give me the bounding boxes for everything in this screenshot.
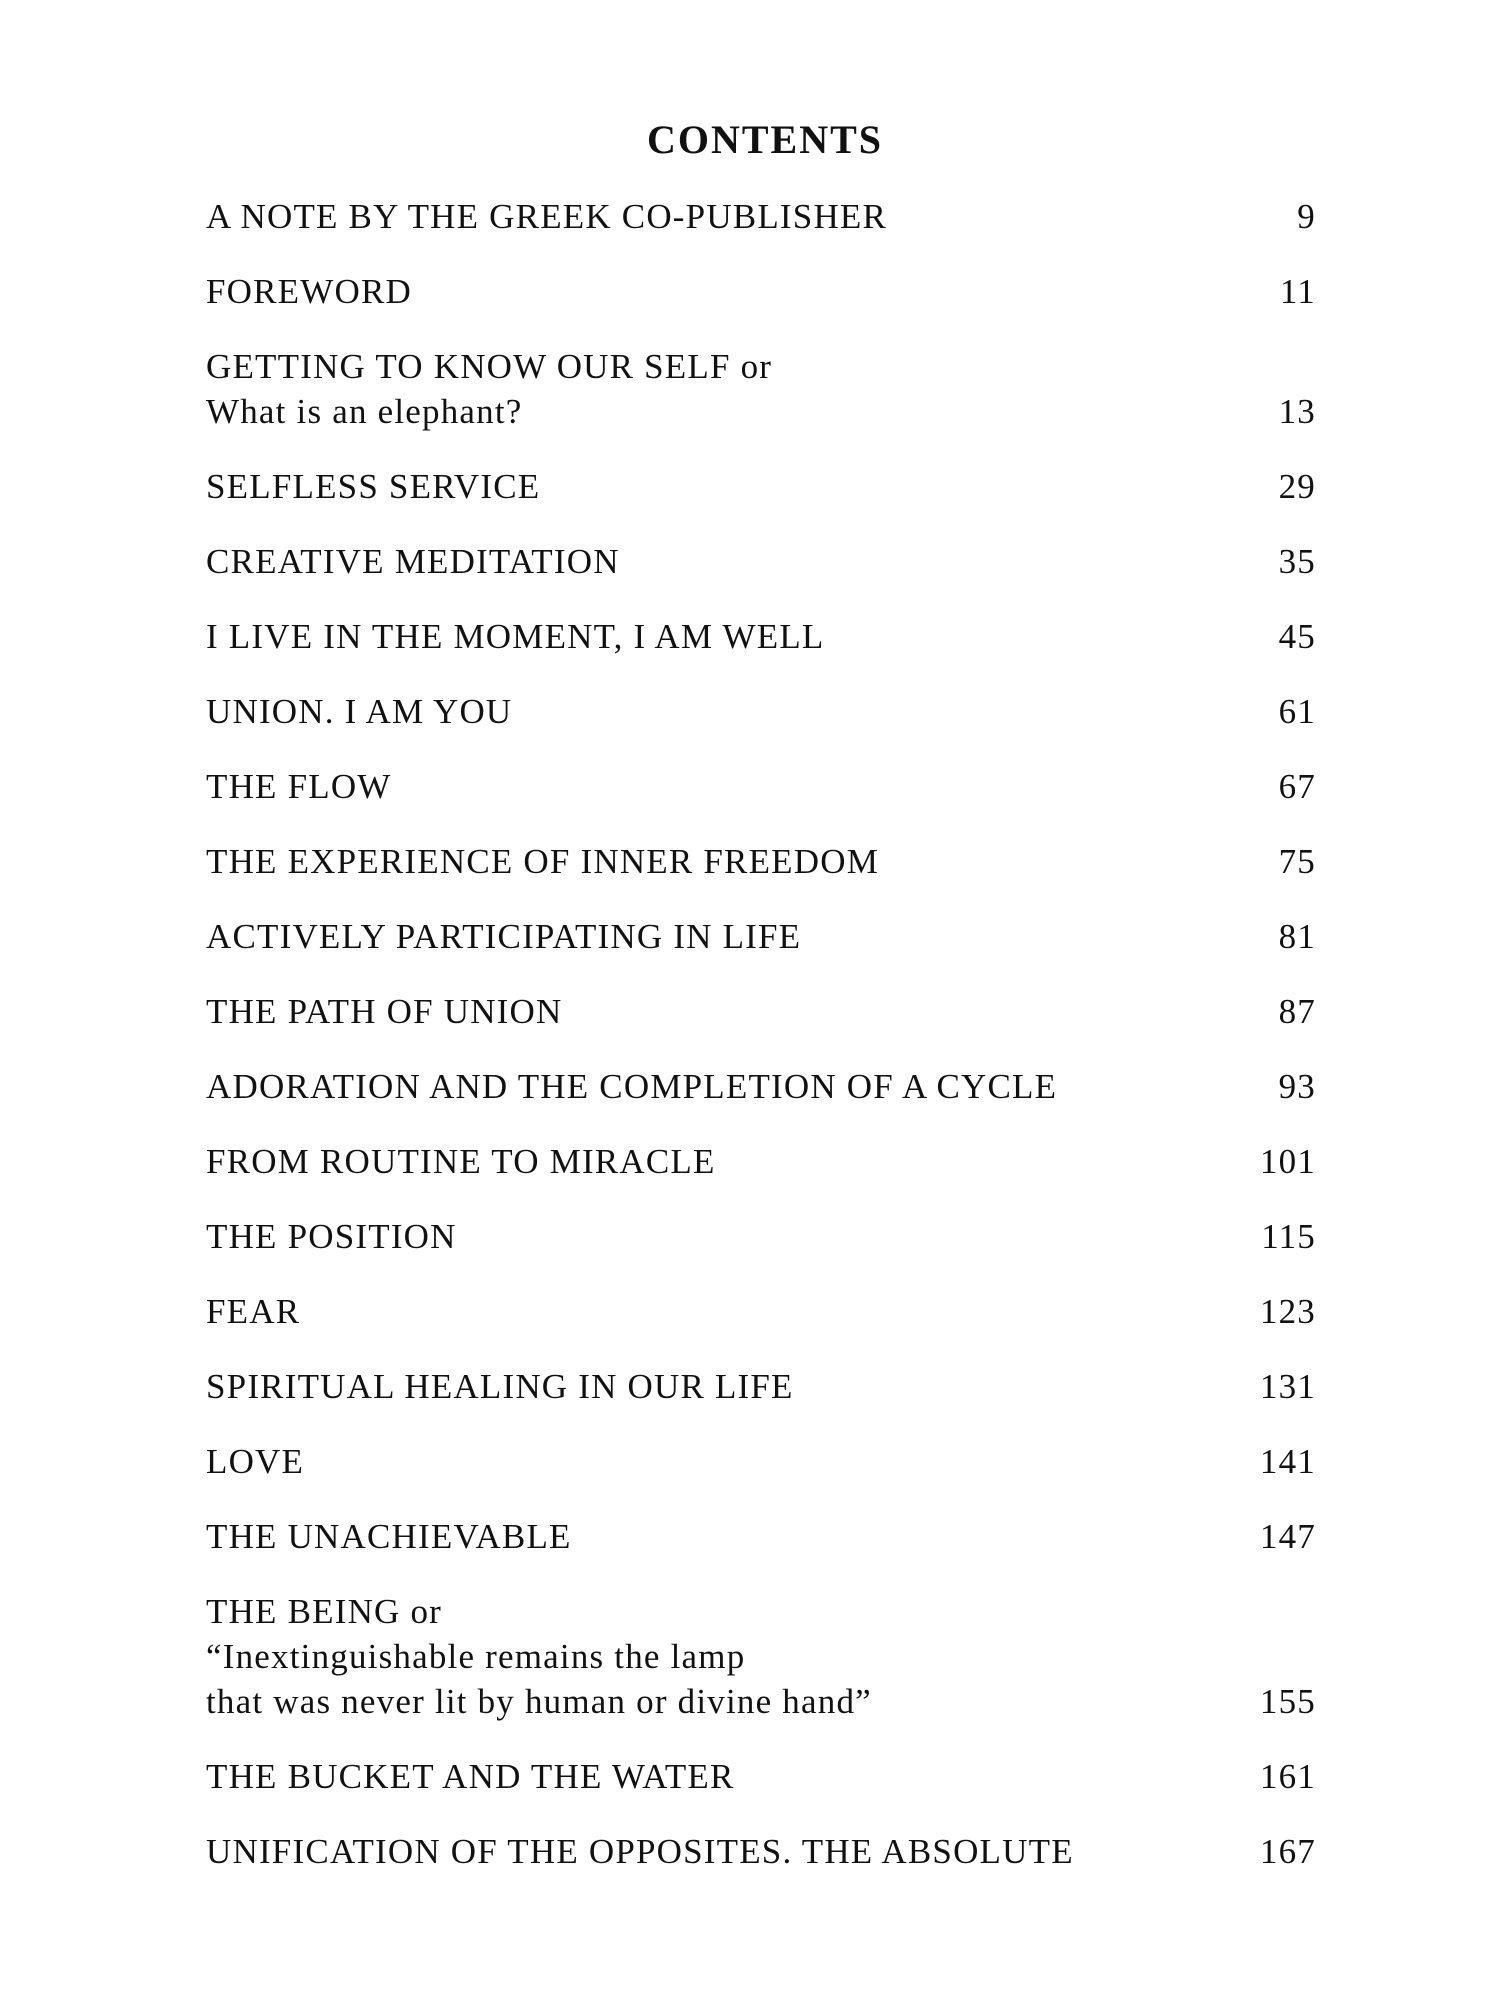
entry-title bbox=[206, 614, 825, 659]
entry-page-number: 147 bbox=[1259, 1517, 1316, 1556]
entry-title bbox=[206, 1754, 735, 1799]
entry-subtitle-line: “Inextinguishable remains the lamp bbox=[206, 1637, 746, 1676]
entry-title bbox=[206, 839, 879, 884]
entry-title bbox=[206, 1439, 304, 1484]
toc-entry bbox=[206, 614, 1316, 659]
entry-title bbox=[206, 1139, 716, 1184]
toc-entry bbox=[206, 539, 1316, 584]
toc-entry bbox=[206, 344, 1316, 434]
entry-title-line: SPIRITUAL HEALING IN OUR LIFE bbox=[206, 1367, 794, 1406]
entry-title-line: THE FLOW bbox=[206, 767, 392, 806]
entry-page-number: 45 bbox=[1278, 617, 1316, 656]
entry-page-number: 115 bbox=[1261, 1217, 1316, 1256]
page-title: CONTENTS bbox=[646, 117, 884, 162]
entry-title bbox=[206, 1589, 872, 1724]
entry-page-number: 35 bbox=[1278, 542, 1316, 581]
entry-title-line: ADORATION AND THE COMPLETION OF A CYCLE bbox=[206, 1067, 1058, 1106]
entry-page-number: 161 bbox=[1259, 1757, 1316, 1796]
entry-title-line: THE UNACHIEVABLE bbox=[206, 1517, 572, 1556]
entry-title-line: THE POSITION bbox=[206, 1217, 457, 1256]
toc-entry bbox=[206, 839, 1316, 884]
entry-title-line: FOREWORD bbox=[206, 272, 412, 311]
toc-entry bbox=[206, 1214, 1316, 1259]
entry-page-number: 61 bbox=[1278, 692, 1316, 731]
entry-page-number: 167 bbox=[1259, 1832, 1316, 1871]
entry-title bbox=[206, 1364, 794, 1409]
entry-title bbox=[206, 1064, 1057, 1109]
entry-page-number: 67 bbox=[1278, 767, 1316, 806]
entry-page-number: 93 bbox=[1278, 1067, 1316, 1106]
toc-entry bbox=[206, 1754, 1316, 1799]
entry-title bbox=[206, 989, 563, 1034]
entry-title-line: UNION. I AM YOU bbox=[206, 692, 513, 731]
entry-title-line: ACTIVELY PARTICIPATING IN LIFE bbox=[206, 917, 802, 956]
toc-entry bbox=[206, 764, 1316, 809]
entry-title bbox=[206, 539, 620, 584]
entry-page-number: 11 bbox=[1279, 272, 1316, 311]
toc-entry bbox=[206, 914, 1316, 959]
toc-entry bbox=[206, 1364, 1316, 1409]
entry-title bbox=[206, 194, 887, 239]
entry-page-number: 81 bbox=[1278, 917, 1316, 956]
entry-title bbox=[206, 1289, 300, 1334]
entry-page-number: 101 bbox=[1259, 1142, 1316, 1181]
entry-title bbox=[206, 1514, 572, 1559]
entry-title-line: THE EXPERIENCE OF INNER FREEDOM bbox=[206, 842, 880, 881]
toc-entry bbox=[206, 1829, 1316, 1874]
entry-title bbox=[206, 689, 512, 734]
entry-page-number: 9 bbox=[1297, 197, 1316, 236]
entry-title bbox=[206, 269, 412, 314]
entry-title-line: THE BEING or bbox=[206, 1592, 443, 1631]
entry-subtitle-line: What is an elephant? bbox=[206, 392, 523, 431]
toc-entry bbox=[206, 689, 1316, 734]
entry-title-line: UNIFICATION OF THE OPPOSITES. THE ABSOLUTE bbox=[206, 1832, 1074, 1871]
entry-title bbox=[206, 914, 801, 959]
entry-title-line: A NOTE BY THE GREEK CO-PUBLISHER bbox=[206, 197, 888, 236]
toc-entry bbox=[206, 1064, 1316, 1109]
toc-entry bbox=[206, 1514, 1316, 1559]
toc-entry bbox=[206, 1589, 1316, 1724]
entry-page-number: 29 bbox=[1278, 467, 1316, 506]
entry-title-line: THE BUCKET AND THE WATER bbox=[206, 1757, 735, 1796]
entry-page-number: 13 bbox=[1278, 392, 1316, 431]
entry-page-number: 87 bbox=[1278, 992, 1316, 1031]
toc-entry bbox=[206, 1439, 1316, 1484]
toc-entry bbox=[206, 269, 1316, 314]
entry-page-number: 123 bbox=[1259, 1292, 1316, 1331]
toc-entry bbox=[206, 989, 1316, 1034]
entry-subtitle-line: that was never lit by human or divine hand” bbox=[206, 1682, 872, 1721]
entry-title bbox=[206, 344, 772, 434]
entry-title-line: FEAR bbox=[206, 1292, 301, 1331]
entry-title-line: SELFLESS SERVICE bbox=[206, 467, 541, 506]
toc-entry bbox=[206, 1139, 1316, 1184]
entry-title-line: GETTING TO KNOW OUR SELF or bbox=[206, 347, 773, 386]
entry-title bbox=[206, 1214, 457, 1259]
entry-title-line: LOVE bbox=[206, 1442, 305, 1481]
entry-title-line: THE PATH OF UNION bbox=[206, 992, 563, 1031]
entry-title-line: I LIVE IN THE MOMENT, I AM WELL bbox=[206, 617, 825, 656]
entry-title-line: CREATIVE MEDITATION bbox=[206, 542, 620, 581]
entry-title-line: FROM ROUTINE TO MIRACLE bbox=[206, 1142, 716, 1181]
entry-title bbox=[206, 764, 392, 809]
entry-page-number: 131 bbox=[1259, 1367, 1316, 1406]
entry-page-number: 75 bbox=[1278, 842, 1316, 881]
entry-page-number: 155 bbox=[1259, 1682, 1316, 1721]
toc-entry bbox=[206, 194, 1316, 239]
entry-page-number: 141 bbox=[1259, 1442, 1316, 1481]
entry-title bbox=[206, 1829, 1074, 1874]
toc-entry bbox=[206, 1289, 1316, 1334]
entry-title bbox=[206, 464, 540, 509]
table-of-contents bbox=[206, 194, 1316, 1904]
toc-entry bbox=[206, 464, 1316, 509]
